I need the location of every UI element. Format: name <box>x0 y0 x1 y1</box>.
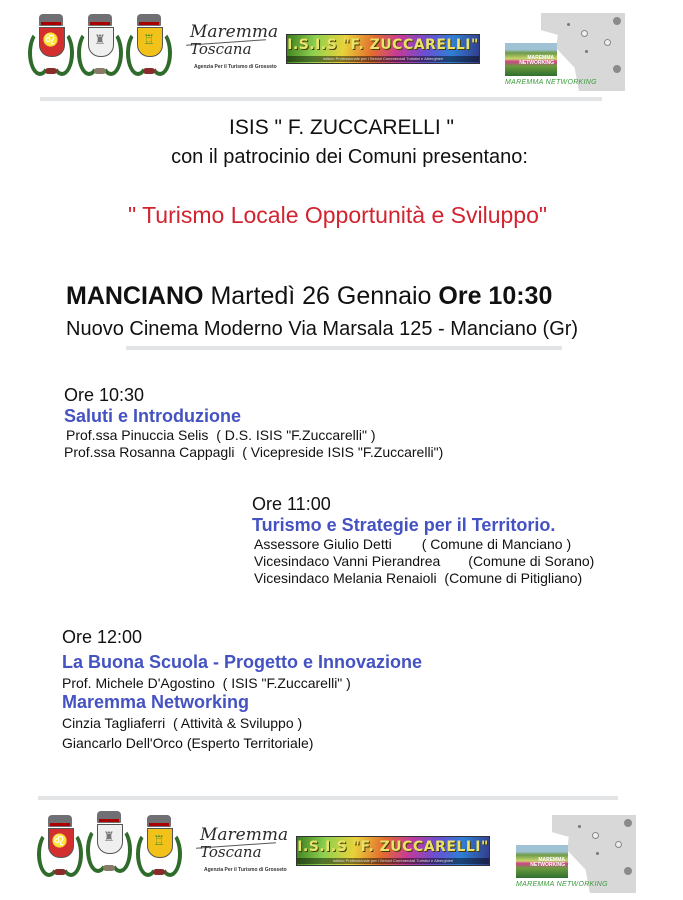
program-topic: Turismo e Strategie per il Territorio. <box>252 515 556 535</box>
maremma-networking-logo: MAREMMA NETWORKING MAREMMA NETWORKING <box>516 815 636 897</box>
event-date-line <box>66 282 552 311</box>
crest-sorano-icon: ♜ <box>77 14 123 78</box>
crest-pitigliano-icon: ♖ <box>136 815 182 879</box>
speaker: Prof. Michele D'Agostino ( ISIS "F.Zuccarelli" ) <box>62 675 351 691</box>
program-time: Ore 10:30 <box>64 385 145 405</box>
speaker: Cinzia Tagliaferri ( Attività & Sviluppo ) <box>62 715 303 731</box>
patronage-line: con il patrocinio dei Comuni presentano: <box>171 146 528 168</box>
crest-sorano-icon: ♜ <box>86 811 132 875</box>
program-time: Ore 12:00 <box>62 627 143 647</box>
isis-zuccarelli-banner: I.S.I.S "F. ZUCCARELLI" Istituto Professionale per i Servizi Commerciali Turistici e Alberghieri <box>296 836 490 866</box>
speaker: Vicesindaco Melania Renaioli (Comune di Pitigliano) <box>254 570 583 586</box>
event-time: Ore 10:30 <box>438 282 553 310</box>
speaker: Giancarlo Dell'Orco (Esperto Territoriale) <box>62 735 314 751</box>
isis-zuccarelli-banner: I.S.I.S "F. ZUCCARELLI" Istituto Professionale per i Servizi Commerciali Turistici e Alberghieri <box>286 34 480 64</box>
program-topic: Saluti e Introduzione <box>64 406 242 426</box>
header-logo-strip <box>0 0 683 100</box>
crest-manciano-icon: ♌ <box>37 815 83 879</box>
maremma-toscana-logo: Maremma Toscana Agenzia Per il Turismo di Grosseto <box>196 825 276 881</box>
crest-manciano-icon: ♌ <box>28 14 74 78</box>
program-topic: La Buona Scuola - Progetto e Innovazione <box>62 652 423 672</box>
program-block-2 <box>252 494 594 587</box>
speaker: Prof.ssa Pinuccia Selis ( D.S. ISIS "F.Zuccarelli" ) <box>66 427 376 443</box>
maremma-photo: MAREMMA NETWORKING <box>505 43 557 76</box>
event-date: Martedì 26 Gennaio <box>210 282 432 310</box>
speaker: Vicesindaco Vanni Pierandrea (Comune di Sorano) <box>254 553 595 569</box>
maremma-photo: MAREMMA NETWORKING <box>516 845 568 878</box>
speaker: Assessore Giulio Detti ( Comune di Manciano ) <box>254 536 572 552</box>
venue-divider <box>126 346 562 350</box>
program-block-1 <box>64 385 443 461</box>
program-time: Ore 11:00 <box>252 494 331 514</box>
maremma-networking-logo: MAREMMA NETWORKING MAREMMA NETWORKING <box>505 13 625 95</box>
event-title: " Turismo Locale Opportunità e Sviluppo" <box>127 202 548 228</box>
top-divider <box>40 97 602 101</box>
event-town: MANCIANO <box>66 282 204 310</box>
event-venue: Nuovo Cinema Moderno Via Marsala 125 - Manciano (Gr) <box>66 318 579 340</box>
footer-logo-strip <box>0 795 683 895</box>
program-block-3 <box>62 627 422 752</box>
maremma-toscana-logo: Maremma Toscana Agenzia Per il Turismo di Grosseto <box>186 22 266 78</box>
crest-pitigliano-icon: ♖ <box>126 14 172 78</box>
program-subtopic: Maremma Networking <box>62 692 250 712</box>
speaker: Prof.ssa Rosanna Cappagli ( Vicepreside ISIS "F.Zuccarelli") <box>64 444 444 460</box>
school-title: ISIS " F. ZUCCARELLI " <box>229 116 454 139</box>
